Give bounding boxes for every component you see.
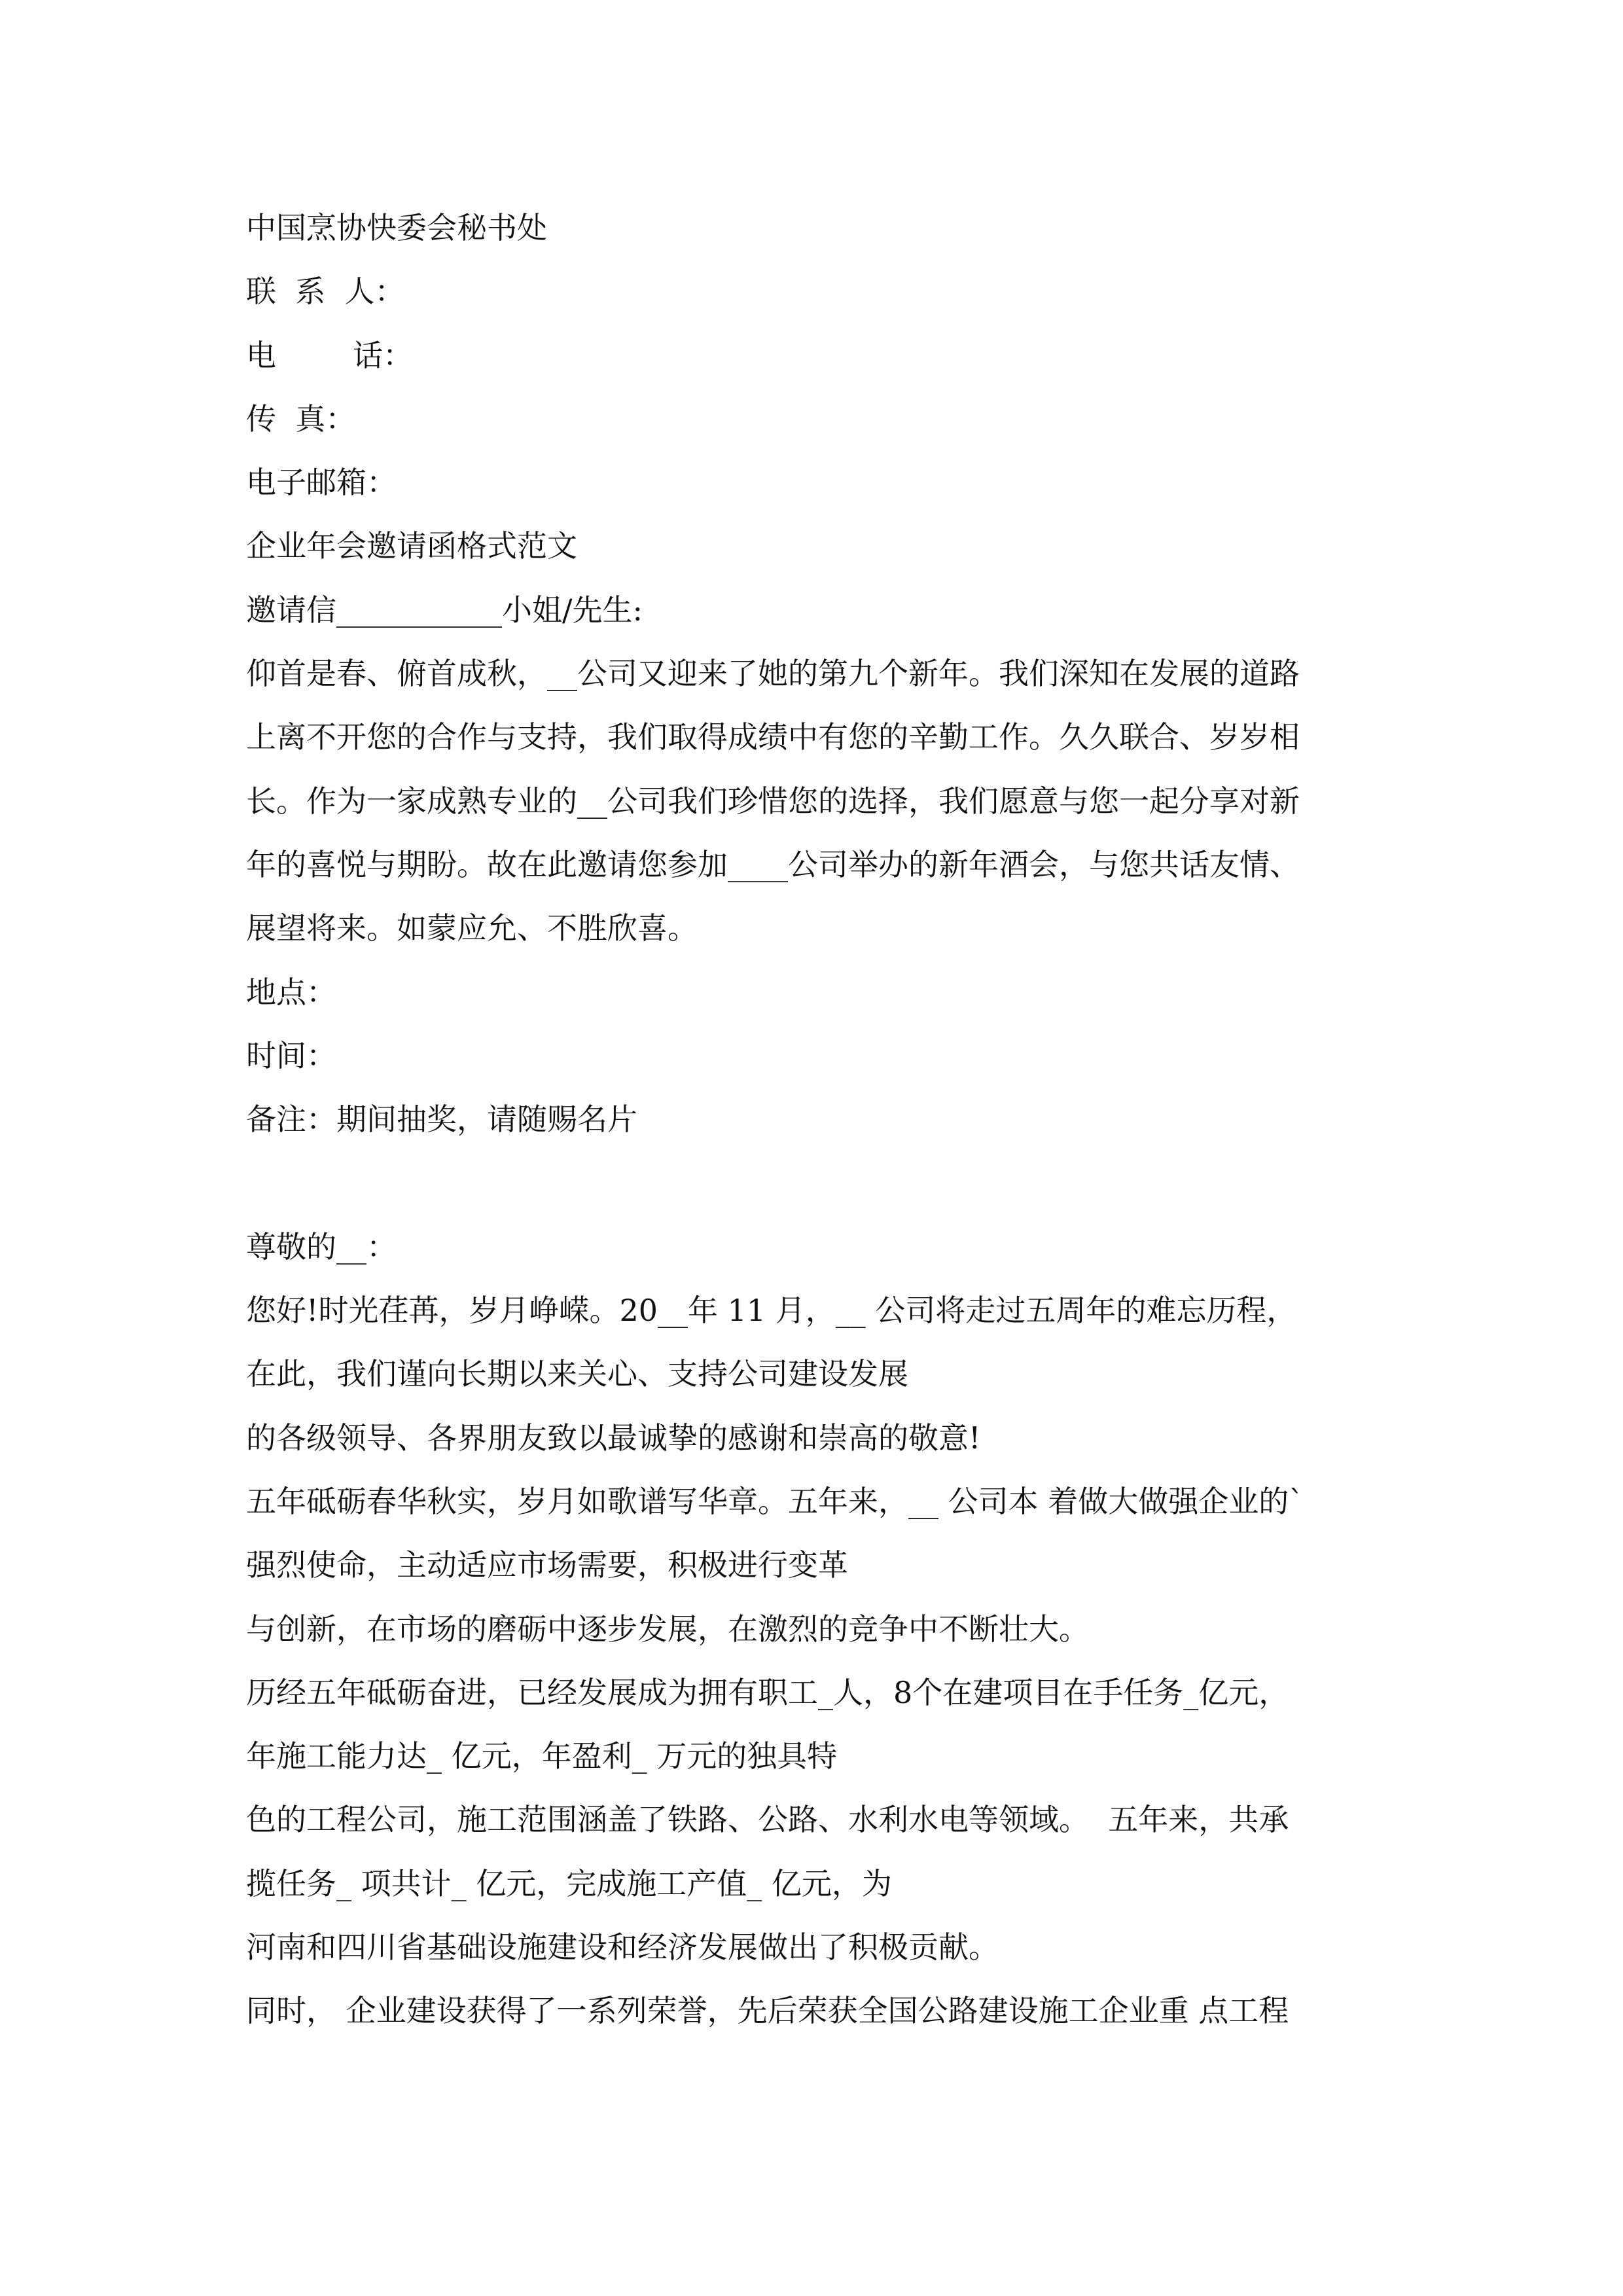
letter-line: 您好!时光荏苒，岁月峥嵘。20__年 11 月，__ 公司将走过五周年的难忘历程， — [246, 1293, 1297, 1329]
letter-line: 与创新，在市场的磨砺中逐步发展，在激烈的竞争中不断壮大。 — [246, 1611, 1089, 1647]
invitation-body-line: 上离不开您的合作与支持，我们取得成绩中有您的辛勤工作。久久联合、岁岁相 — [246, 719, 1300, 755]
letter-line: 同时， 企业建设获得了一系列荣誉，先后荣获全国公路建设施工企业重 点工程 — [246, 1993, 1289, 2029]
letter-line: 年施工能力达_ 亿元，年盈利_ 万元的独具特 — [246, 1738, 838, 1774]
invitation-salutation: 邀请信___________小姐/先生: — [246, 592, 643, 628]
letter-line: 五年砥砺春华秋实，岁月如歌谱写华章。五年来，__ 公司本 着做大做强企业的` — [246, 1483, 1304, 1519]
document-body — [246, 196, 1398, 2043]
letter-line: 强烈使命，主动适应市场需要，积极进行变革 — [246, 1547, 848, 1583]
contact-person: 联 系 人： — [246, 274, 405, 310]
letter-salutation: 尊敬的__： — [246, 1229, 397, 1265]
invitation-body-line: 年的喜悦与期盼。故在此邀请您参加____公司举办的新年酒会，与您共话友情、 — [246, 846, 1300, 882]
invitation-time: 时间： — [246, 1037, 336, 1073]
invitation-body-line: 长。作为一家成熟专业的__公司我们珍惜您的选择，我们愿意与您一起分享对新 — [246, 783, 1300, 819]
invitation-note: 备注：期间抽奖，请随赐名片 — [246, 1102, 637, 1138]
letter-line: 色的工程公司，施工范围涵盖了铁路、公路、水利水电等领域。 五年来，共承 — [246, 1802, 1289, 1838]
invitation-title: 企业年会邀请函格式范文 — [246, 528, 577, 564]
letter-line: 揽任务_ 项共计_ 亿元，完成施工产值_ 亿元，为 — [246, 1865, 892, 1901]
contact-org: 中国烹协快委会秘书处 — [246, 210, 547, 245]
letter-line: 的各级领导、各界朋友致以最诚挚的感谢和崇高的敬意! — [246, 1420, 981, 1456]
invitation-body-line: 仰首是春、俯首成秋，__公司又迎来了她的第九个新年。我们深知在发展的道路 — [246, 656, 1300, 692]
letter-line: 在此，我们谨向长期以来关心、支持公司建设发展 — [246, 1356, 908, 1392]
letter-line: 历经五年砥砺奋进，已经发展成为拥有职工_人，8个在建项目在手任务_亿元， — [246, 1674, 1289, 1710]
invitation-location: 地点： — [246, 974, 336, 1010]
section-spacer — [246, 1151, 1398, 1215]
contact-email: 电子邮箱： — [246, 465, 397, 501]
invitation-body-line: 展望将来。如蒙应允、不胜欣喜。 — [246, 910, 698, 946]
letter-line: 河南和四川省基础设施建设和经济发展做出了积极贡献。 — [246, 1929, 999, 1965]
contact-phone: 电 话： — [246, 337, 413, 373]
contact-fax: 传 真： — [246, 401, 356, 437]
